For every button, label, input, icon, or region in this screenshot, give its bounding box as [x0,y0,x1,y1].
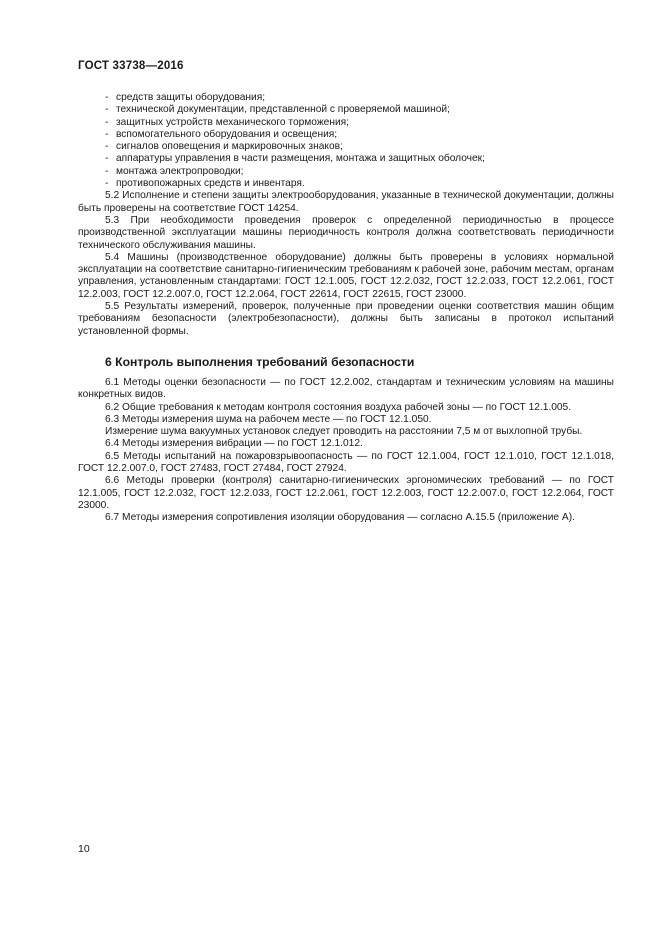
paragraph-6-1: 6.1 Методы оценки безопасности — по ГОСТ 12.2.002, стандартам и техническим условиям на машины конкретных видов. [78,376,614,401]
paragraph-5-4: 5.4 Машины (производственное оборудование) должны быть проверены в условиях нормальной эксплуатации на соответствие санитарно-гигиеническим требованиям к рабочей зоне, рабочим местам, органам управления, установленным стандартами: ГОСТ 12.1.005, ГОСТ 12.2.032, ГОСТ 12.2.033, ГОСТ 12.2.061, ГОСТ 12.2.003, ГОСТ 12.2.007.0, ГОСТ 12.2.064, ГОСТ 22614, ГОСТ 22615, ГОСТ 23000. [78,251,614,300]
paragraph-6-3-note: Измерение шума вакуумных установок следует проводить на расстоянии 7,5 м от выхлопной трубы. [105,426,583,438]
paragraph-6-5: 6.5 Методы испытаний на пожаровзрывоопасность — по ГОСТ 12.1.004, ГОСТ 12.1.010, ГОСТ 12.1.018, ГОСТ 12.2.007.0, ГОСТ 27483, ГОСТ 27484, ГОСТ 27924. [78,450,614,475]
section-6-heading: 6 Контроль выполнения требований безопасности [105,354,415,369]
paragraph-6-2: 6.2 Общие требования к методам контроля состояния воздуха рабочей зоны — по ГОСТ 12.1.005. [105,401,572,413]
list-item: - защитных устройств механического торможения; [78,117,614,129]
paragraph-6-4: 6.4 Методы измерения вибрации — по ГОСТ 12.1.012. [105,438,363,450]
document-header: ГОСТ 33738—2016 [78,60,184,72]
bullet-list [78,92,614,190]
document-body [78,92,614,525]
paragraph-6-7: 6.7 Методы измерения сопротивления изоляции оборудования — согласно А.15.5 (приложение А). [105,512,575,524]
paragraph-5-3: 5.3 При необходимости проведения проверок с определенной периодичностью в процессе производственной эксплуатации машины периодичность контроля должна соответствовать периодичности технического обслуживания машины. [78,214,614,251]
list-item: - сигналов оповещения и маркировочных знаков; [78,141,614,153]
list-item: - технической документации, представленной с проверяемой машиной; [78,104,614,116]
list-item: - монтажа электропроводки; [78,166,614,178]
list-item: - аппаратуры управления в части размещения, монтажа и защитных оболочек; [78,153,614,165]
page-number: 10 [78,843,90,855]
paragraph-5-5: 5.5 Результаты измерений, проверок, полученные при проведении оценки соответствия машин общим требованиям безопасности (электробезопасности), должны быть записаны в протокол испытаний установленной формы. [78,301,614,337]
list-item: - противопожарных средств и инвентаря. [78,178,614,190]
paragraph-5-2: 5.2 Исполнение и степени защиты электрооборудования, указанные в технической документации, должны быть проверены на соответствие ГОСТ 14254. [78,190,614,214]
list-item: - средств защиты оборудования; [78,92,614,104]
list-item: - вспомогательного оборудования и освещения; [78,129,614,141]
paragraph-6-3: 6.3 Методы измерения шума на рабочем месте — по ГОСТ 12.1.050. [105,413,432,425]
paragraph-6-6: 6.6 Методы проверки (контроля) санитарно-гигиенических эргономических требований — по ГОСТ 12.1.005, ГОСТ 12.2.032, ГОСТ 12.2.033, ГОСТ 12.2.061, ГОСТ 12.2.003, ГОСТ 12.2.007.0, ГОСТ 12.2.064, ГОСТ 23000. [78,475,614,511]
